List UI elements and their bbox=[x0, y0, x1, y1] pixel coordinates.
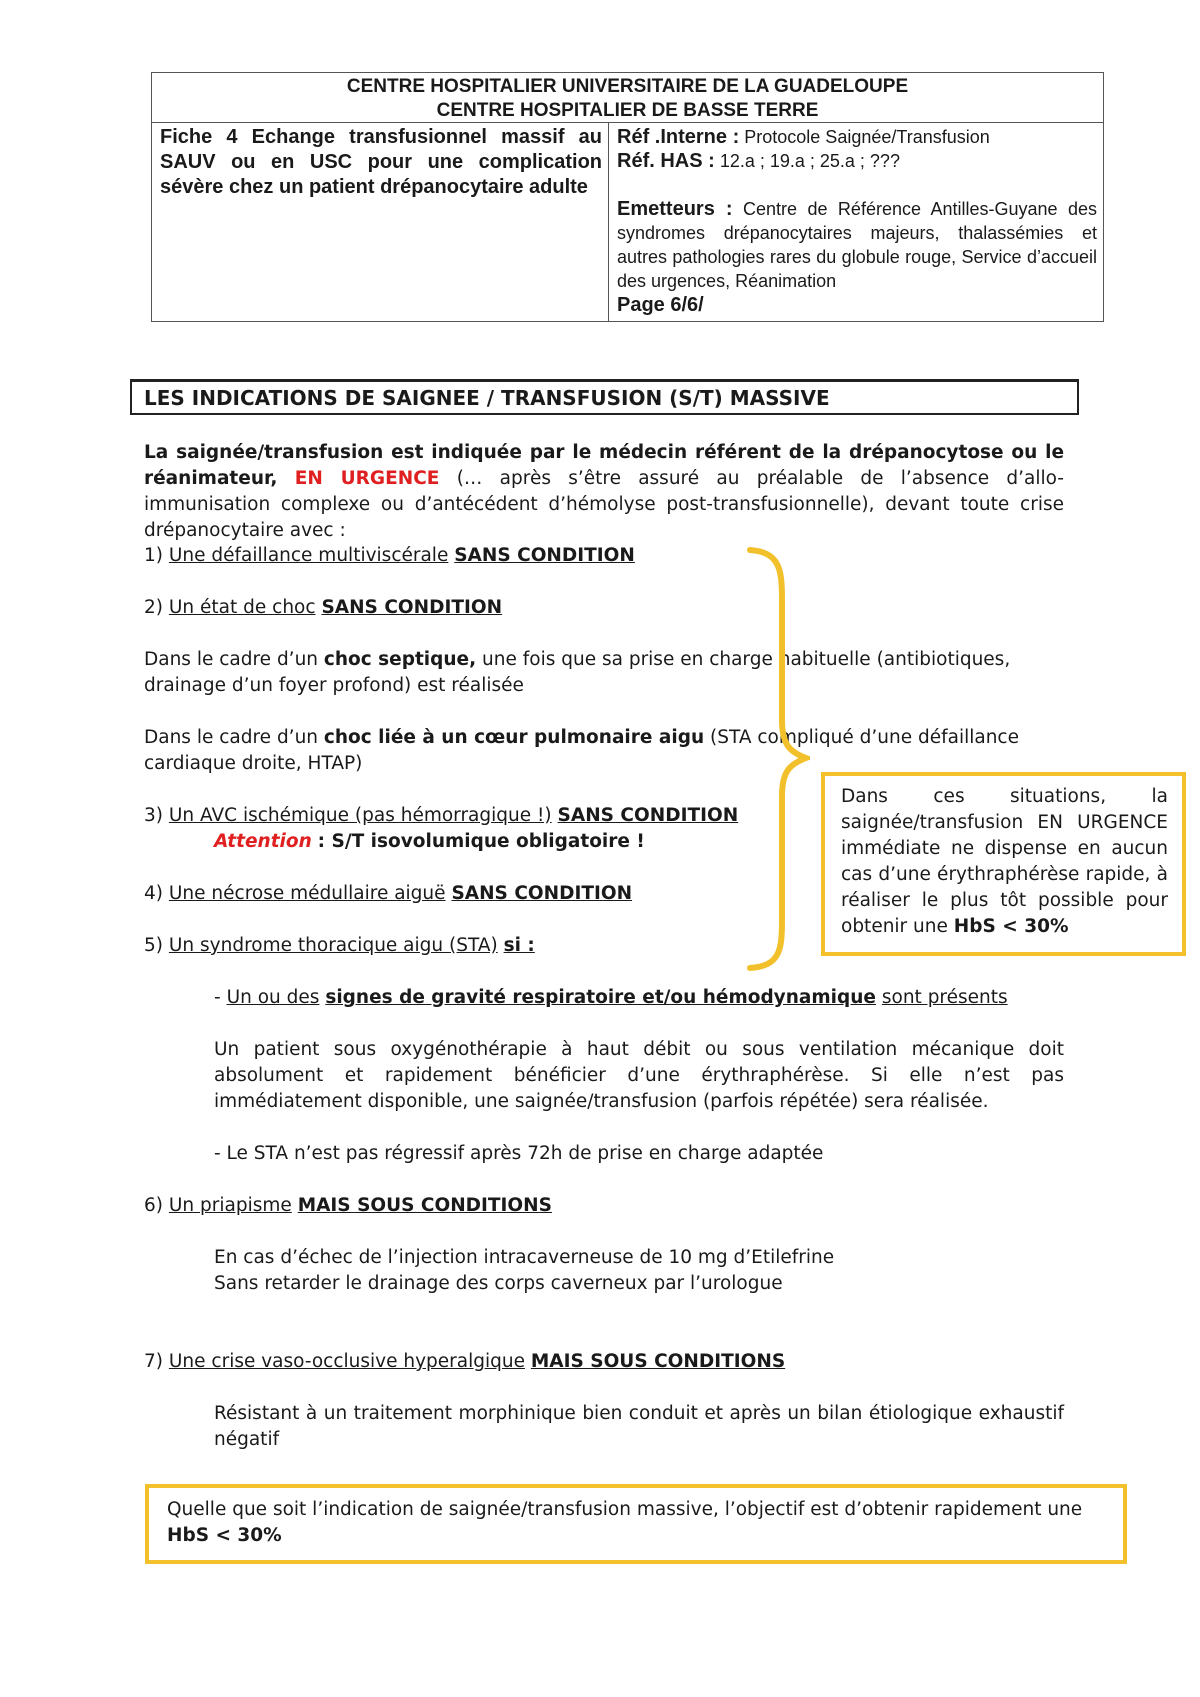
priapisme-line-2: Sans retarder le drainage des corps caverneux par l’urologue bbox=[214, 1273, 783, 1294]
side-note-text: Dans ces situations, la saignée/transfusion EN URGENCE immédiate ne dispense en aucun cas d’une érythraphérèse rapide, à réaliser le plus tôt possible pour obtenir une HbS < 30% bbox=[841, 786, 1168, 937]
institution-line-2: CENTRE HOSPITALIER DE BASSE TERRE bbox=[436, 100, 819, 121]
header-refs bbox=[609, 123, 1103, 321]
item-7: 7) Une crise vaso-occlusive hyperalgique MAIS SOUS CONDITIONS bbox=[144, 1351, 786, 1372]
item-5: 5) Un syndrome thoracique aigu (STA) si : bbox=[144, 935, 535, 956]
side-note-box bbox=[821, 772, 1186, 956]
section-title: LES INDICATIONS DE SAIGNEE / TRANSFUSION (S/T) MASSIVE bbox=[130, 379, 1079, 415]
sta-criterion-b: - Le STA n’est pas régressif après 72h de prise en charge adaptée bbox=[214, 1143, 824, 1164]
page-number: Page 6/6/ bbox=[617, 294, 704, 316]
intro-paragraph: La saignée/transfusion est indiquée par le médecin référent de la drépanocytose ou le réanimateur, EN URGENCE (… après s’être assuré au préalable de l’absence d’allo-immunisation complexe ou d’antécédent d’hémolyse post-transfusionnelle), devant toute crise drépanocytaire avec : bbox=[144, 442, 1064, 541]
ref-interne: Réf .Interne : Protocole Saignée/Transfusion bbox=[617, 126, 990, 148]
item-6: 6) Un priapisme MAIS SOUS CONDITIONS bbox=[144, 1195, 552, 1216]
sta-paragraph: Un patient sous oxygénothérapie à haut débit ou sous ventilation mécanique doit absolument et rapidement bénéficier d’une érythraphérèse. Si elle n’est pas immédiatement disponible, une saignée/transfusion (parfois répétée) sera réalisée. bbox=[214, 1039, 1064, 1112]
fiche-title: Fiche 4 Echange transfusionnel massif au SAUV ou en USC pour une complication sévère chez un patient drépanocytaire adulte bbox=[152, 123, 609, 321]
item-1: 1) Une défaillance multiviscérale SANS CONDITION bbox=[144, 545, 635, 566]
emetteurs: Emetteurs : Centre de Référence Antilles-Guyane des syndromes drépanocytaires majeurs, thalassémies et autres pathologies rares du globule rouge, Service d’accueil des urgences, Réanimation bbox=[617, 198, 1097, 291]
item-4: 4) Une nécrose médullaire aiguë SANS CONDITION bbox=[144, 883, 633, 904]
sta-criterion-a: - Un ou des signes de gravité respiratoire et/ou hémodynamique sont présents bbox=[214, 987, 1008, 1008]
choc-septique-paragraph: Dans le cadre d’un choc septique, une fois que sa prise en charge habituelle (antibiotiques, drainage d’un foyer profond) est réalisée bbox=[144, 649, 1011, 696]
curly-brace-icon bbox=[740, 540, 810, 980]
header-institution bbox=[152, 73, 1103, 123]
institution-line-1: CENTRE HOSPITALIER UNIVERSITAIRE DE LA GUADELOUPE bbox=[346, 76, 909, 97]
header-table bbox=[151, 72, 1104, 322]
objective-box bbox=[145, 1484, 1127, 1564]
choc-pulmonaire-paragraph: Dans le cadre d’un choc liée à un cœur pulmonaire aigu (STA compliqué d’une défaillance cardiaque droite, HTAP) bbox=[144, 727, 1019, 774]
item-3: 3) Un AVC ischémique (pas hémorragique !) SANS CONDITION bbox=[144, 805, 739, 826]
item-2: 2) Un état de choc SANS CONDITION bbox=[144, 597, 503, 618]
objective-text: Quelle que soit l’indication de saignée/transfusion massive, l’objectif est d’obtenir rapidement une HbS < 30% bbox=[167, 1499, 1083, 1546]
cvo-paragraph: Résistant à un traitement morphinique bien conduit et après un bilan étiologique exhaustif négatif bbox=[214, 1403, 1064, 1450]
attention-note: Attention : S/T isovolumique obligatoire ! bbox=[214, 831, 645, 852]
ref-has: Réf. HAS : 12.a ; 19.a ; 25.a ; ??? bbox=[617, 150, 900, 172]
priapisme-line-1: En cas d’échec de l’injection intracaverneuse de 10 mg d’Etilefrine bbox=[214, 1247, 835, 1268]
